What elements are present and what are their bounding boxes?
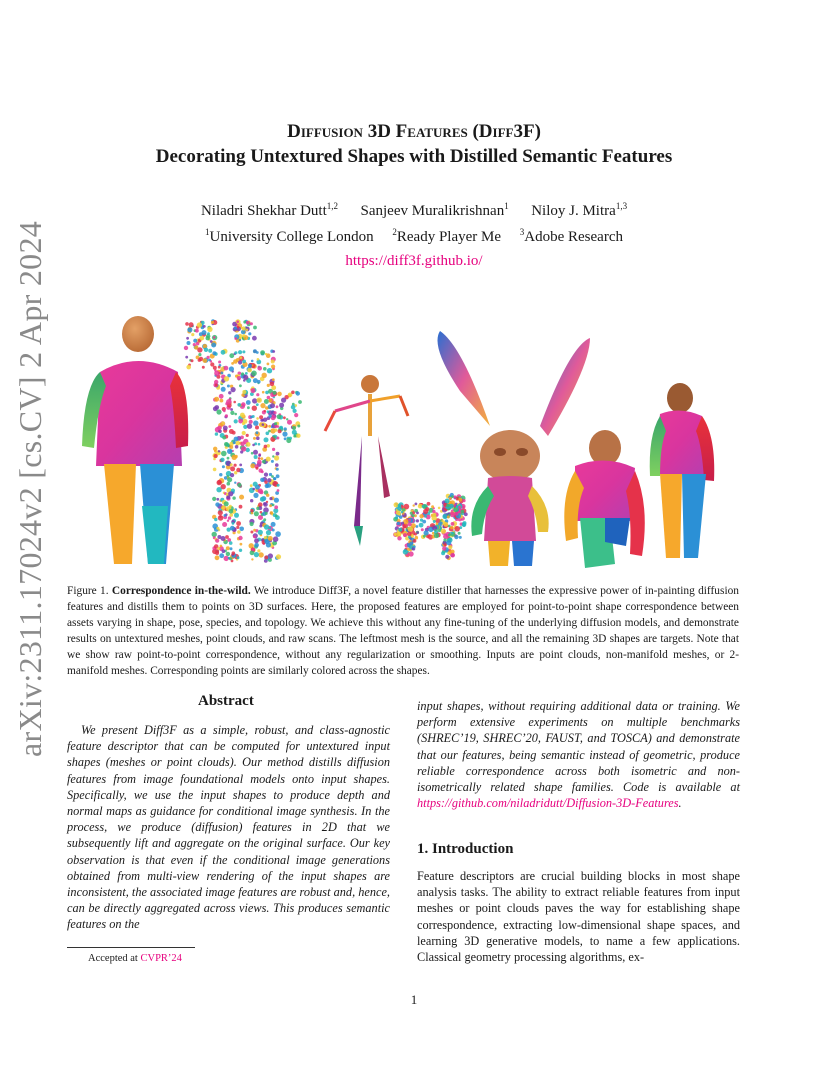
paper-title-line2: Decorating Untextured Shapes with Distilled Semantic Features [155,146,673,167]
introduction-heading: 1. Introduction [417,841,514,857]
author-2: Sanjeev Muralikrishnan [360,203,505,219]
project-url-link[interactable]: https://diff3f.github.io/ [345,253,483,269]
title-main: Diffusion 3D Features (Diff3F) [287,121,541,142]
affiliation-list [0,227,828,246]
footnote [88,953,182,964]
paper-title-line1 [0,121,828,143]
aff-2-num: 2 [392,227,397,237]
arxiv-id: arXiv:2311.17024v2 [cs.CV] 2 Apr 2024 [12,220,48,757]
figure-1-illustration [70,306,740,578]
author-1-affil: 1,2 [326,201,338,211]
author-1: Niladri Shekhar Dutt [200,203,327,219]
aff-2: Ready Player Me [396,229,502,245]
aff-1: University College London [209,229,374,245]
introduction-text: Feature descriptors are crucial building blocks in most shape analysis tasks. The ability to extract reliable features from input meshes or point clouds paves the way for establishing shape correspondence, extracting low-dimensional shape spaces, and learning 3D generative models, to name a few applications. Classical geometry processing algorithms, ex- [417,869,740,965]
aff-3-num: 3 [519,227,525,237]
project-url-line [0,253,828,270]
source-mesh-human [82,316,188,564]
point-cloud-human [184,319,302,563]
footnote-venue-link[interactable]: CVPR’24 [140,953,182,964]
footnote-rule [67,947,195,948]
caption-label: Figure 1. [67,585,109,597]
footnote-prefix: Accepted at [88,953,138,964]
page-number: 1 [410,992,418,1007]
abstract-end-period: . [678,796,682,811]
author-3-affil: 1,3 [615,201,628,211]
code-url-link[interactable]: https://github.com/niladridutt/Diffusion-3D-Features [417,796,679,811]
abstract-left-column: We present Diff3F as a simple, robust, and class-agnostic feature descriptor that can be computed for untextured input shapes (meshes or point clouds). Our method distills diffusion features from image foundational models onto input shapes. Specifically, we use the input shapes to produce depth and normal maps as guidance for conditional image synthesis. In the process, we produce (diffusion) features in 2D that we subsequently lift and aggregate on the original surface. Our key observation is that even if the conditional image generations obtained from multi-view rendering of the input shapes are inconsistent, the associated image features are robust and, hence, can be directly aggregated across views. This produces semantic features on the [67,723,390,932]
crouching-gorilla-mesh [564,430,644,568]
aff-1-num: 1 [204,227,210,237]
author-2-affil: 1 [504,201,509,211]
abstract-right-text: input shapes, without requiring additional data or training. We perform extensive experiments on multiple benchmarks (SHREC’19, SHREC’20, FAUST, and TOSCA) and demonstrate that our features, being semantic instead of geometric, produce reliable correspondence across both isometric and non-isometrically related shape families. Code is available at [417,699,740,795]
cat-point-cloud [393,493,468,560]
caption-title: Correspondence in-the-wild. [111,585,251,597]
caption-body: We introduce Diff3F, a novel feature distiller that harnesses the expressive power of in-painting diffusion features and distills them to points on 3D surfaces. Here, the proposed features are employed for point-to-point shape correspondence between assets varying in shape, pose, species, and topology. We achieve this without any fine-tuning of the underlying diffusion models, and demonstrate results on untextured meshes, point clouds, and raw scans. The leftmost mesh is the source, and all the remaining 3D shapes are targets. Note that we show raw point-to-point correspondence, without any regularization or smoothing. Inputs are point clouds, non-manifold meshes, or 2-manifold meshes. Corresponding points are similarly colored across the shapes. [67,585,739,677]
target-mesh-woman [650,383,715,558]
aff-3: Adobe Research [524,229,623,245]
abstract-heading: Abstract [198,693,254,709]
figure-caption [67,583,739,679]
abstract-right-column [417,698,740,811]
author-list [0,201,828,220]
author-3: Niloy J. Mitra [531,203,616,219]
